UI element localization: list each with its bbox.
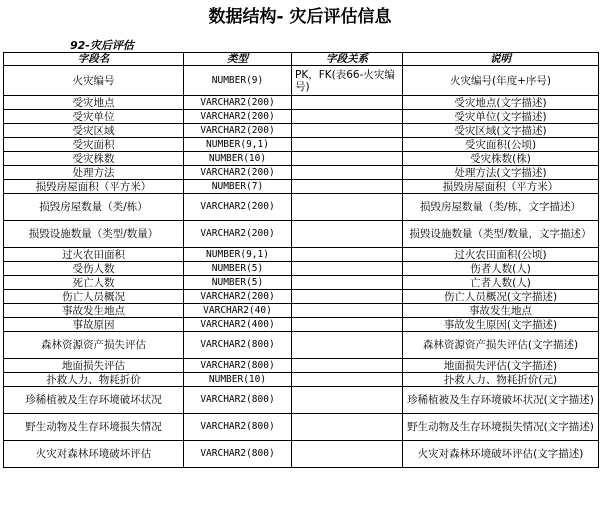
table-row bbox=[4, 373, 599, 387]
header-description: 说明 bbox=[403, 53, 599, 66]
cell-relation bbox=[292, 262, 403, 276]
cell-field-name: 森林资源资产损失评估 bbox=[4, 332, 184, 359]
cell-type: VARCHAR2(200) bbox=[184, 96, 292, 110]
cell-description: 损毁设施数量（类型/数量，文字描述） bbox=[403, 221, 599, 248]
cell-type: NUMBER(10) bbox=[184, 373, 292, 387]
cell-relation bbox=[292, 290, 403, 304]
cell-description: 伤亡人员概况(文字描述) bbox=[403, 290, 599, 304]
cell-type: VARCHAR2(800) bbox=[184, 332, 292, 359]
cell-description: 损毁房屋面积（平方米） bbox=[403, 180, 599, 194]
cell-type: VARCHAR2(200) bbox=[184, 110, 292, 124]
cell-field-name: 死亡人数 bbox=[4, 276, 184, 290]
cell-field-name: 受灾面积 bbox=[4, 138, 184, 152]
table-caption: 92-灾后评估 bbox=[70, 39, 134, 52]
cell-description: 受灾株数(株) bbox=[403, 152, 599, 166]
cell-field-name: 火灾编号 bbox=[4, 66, 184, 96]
cell-type: VARCHAR2(200) bbox=[184, 124, 292, 138]
cell-description: 受灾单位(文字描述) bbox=[403, 110, 599, 124]
table-row bbox=[4, 387, 599, 414]
cell-description: 事故发生原因(文字描述) bbox=[403, 318, 599, 332]
cell-relation bbox=[292, 332, 403, 359]
table-row bbox=[4, 110, 599, 124]
table-row bbox=[4, 166, 599, 180]
cell-field-name: 扑救人力、物耗折价 bbox=[4, 373, 184, 387]
cell-description: 事故发生地点 bbox=[403, 304, 599, 318]
cell-field-name: 地面损失评估 bbox=[4, 359, 184, 373]
cell-field-name: 受灾区域 bbox=[4, 124, 184, 138]
cell-field-name: 珍稀植被及生存环境破坏状况 bbox=[4, 387, 184, 414]
table-row bbox=[4, 414, 599, 441]
table-row bbox=[4, 359, 599, 373]
cell-description: 珍稀植被及生存环境破坏状况(文字描述) bbox=[403, 387, 599, 414]
cell-type: NUMBER(5) bbox=[184, 276, 292, 290]
cell-relation bbox=[292, 180, 403, 194]
cell-relation bbox=[292, 441, 403, 468]
cell-relation: PK，FK(表66-火灾编号) bbox=[292, 66, 403, 96]
header-row bbox=[4, 53, 599, 66]
cell-relation bbox=[292, 248, 403, 262]
cell-field-name: 过火农田面积 bbox=[4, 248, 184, 262]
cell-relation bbox=[292, 166, 403, 180]
table-row bbox=[4, 152, 599, 166]
cell-field-name: 火灾对森林环境破坏评估 bbox=[4, 441, 184, 468]
table-row bbox=[4, 194, 599, 221]
cell-relation bbox=[292, 387, 403, 414]
cell-relation bbox=[292, 221, 403, 248]
table-row bbox=[4, 290, 599, 304]
table-row bbox=[4, 221, 599, 248]
cell-field-name: 事故发生地点 bbox=[4, 304, 184, 318]
table-row bbox=[4, 262, 599, 276]
cell-relation bbox=[292, 318, 403, 332]
cell-field-name: 处理方法 bbox=[4, 166, 184, 180]
table-row bbox=[4, 332, 599, 359]
cell-description: 火灾编号(年度+序号) bbox=[403, 66, 599, 96]
cell-description: 亡者人数(人) bbox=[403, 276, 599, 290]
cell-relation bbox=[292, 152, 403, 166]
cell-type: VARCHAR2(400) bbox=[184, 318, 292, 332]
cell-type: VARCHAR2(200) bbox=[184, 166, 292, 180]
cell-field-name: 损毁房屋数量（类/栋） bbox=[4, 194, 184, 221]
cell-field-name: 受伤人数 bbox=[4, 262, 184, 276]
cell-type: VARCHAR2(200) bbox=[184, 221, 292, 248]
table-row bbox=[4, 318, 599, 332]
cell-relation bbox=[292, 276, 403, 290]
cell-field-name: 受灾株数 bbox=[4, 152, 184, 166]
cell-field-name: 受灾地点 bbox=[4, 96, 184, 110]
cell-type: VARCHAR2(200) bbox=[184, 290, 292, 304]
cell-relation bbox=[292, 138, 403, 152]
cell-description: 野生动物及生存环境损失情况(文字描述) bbox=[403, 414, 599, 441]
table-row bbox=[4, 304, 599, 318]
cell-description: 受灾面积(公顷) bbox=[403, 138, 599, 152]
cell-description: 受灾区域(文字描述) bbox=[403, 124, 599, 138]
cell-type: NUMBER(9,1) bbox=[184, 248, 292, 262]
cell-type: NUMBER(10) bbox=[184, 152, 292, 166]
cell-description: 过火农田面积(公顷) bbox=[403, 248, 599, 262]
cell-type: VARCHAR2(800) bbox=[184, 441, 292, 468]
cell-description: 受灾地点(文字描述) bbox=[403, 96, 599, 110]
cell-field-name: 伤亡人员概况 bbox=[4, 290, 184, 304]
cell-relation bbox=[292, 304, 403, 318]
cell-type: NUMBER(5) bbox=[184, 262, 292, 276]
cell-description: 火灾对森林环境破坏评估(文字描述) bbox=[403, 441, 599, 468]
cell-type: VARCHAR2(200) bbox=[184, 194, 292, 221]
cell-relation bbox=[292, 414, 403, 441]
cell-relation bbox=[292, 110, 403, 124]
table-row bbox=[4, 96, 599, 110]
header-relation: 字段关系 bbox=[292, 53, 403, 66]
cell-relation bbox=[292, 373, 403, 387]
table-row bbox=[4, 441, 599, 468]
cell-type: VARCHAR2(800) bbox=[184, 414, 292, 441]
cell-field-name: 损毁房屋面积（平方米） bbox=[4, 180, 184, 194]
cell-relation bbox=[292, 124, 403, 138]
cell-description: 伤者人数(人) bbox=[403, 262, 599, 276]
cell-type: NUMBER(7) bbox=[184, 180, 292, 194]
cell-description: 损毁房屋数量（类/栋，文字描述） bbox=[403, 194, 599, 221]
header-type: 类型 bbox=[184, 53, 292, 66]
field-table bbox=[3, 52, 599, 468]
cell-description: 地面损失评估(文字描述) bbox=[403, 359, 599, 373]
cell-field-name: 野生动物及生存环境损失情况 bbox=[4, 414, 184, 441]
table-row bbox=[4, 66, 599, 96]
table-row bbox=[4, 180, 599, 194]
page-title: 数据结构- 灾后评估信息 bbox=[208, 7, 392, 27]
cell-type: NUMBER(9,1) bbox=[184, 138, 292, 152]
cell-relation bbox=[292, 96, 403, 110]
table-row bbox=[4, 248, 599, 262]
cell-relation bbox=[292, 359, 403, 373]
table-row bbox=[4, 276, 599, 290]
cell-relation bbox=[292, 194, 403, 221]
table-row bbox=[4, 138, 599, 152]
cell-type: VARCHAR2(800) bbox=[184, 359, 292, 373]
cell-type: VARCHAR2(800) bbox=[184, 387, 292, 414]
cell-description: 扑救人力、物耗折价(元) bbox=[403, 373, 599, 387]
cell-description: 森林资源资产损失评估(文字描述) bbox=[403, 332, 599, 359]
cell-field-name: 事故原因 bbox=[4, 318, 184, 332]
cell-type: NUMBER(9) bbox=[184, 66, 292, 96]
table-row bbox=[4, 124, 599, 138]
cell-description: 处理方法(文字描述) bbox=[403, 166, 599, 180]
cell-type: VARCHAR2(40) bbox=[184, 304, 292, 318]
cell-field-name: 损毁设施数量（类型/数量） bbox=[4, 221, 184, 248]
header-field-name: 字段名 bbox=[4, 53, 184, 66]
cell-field-name: 受灾单位 bbox=[4, 110, 184, 124]
